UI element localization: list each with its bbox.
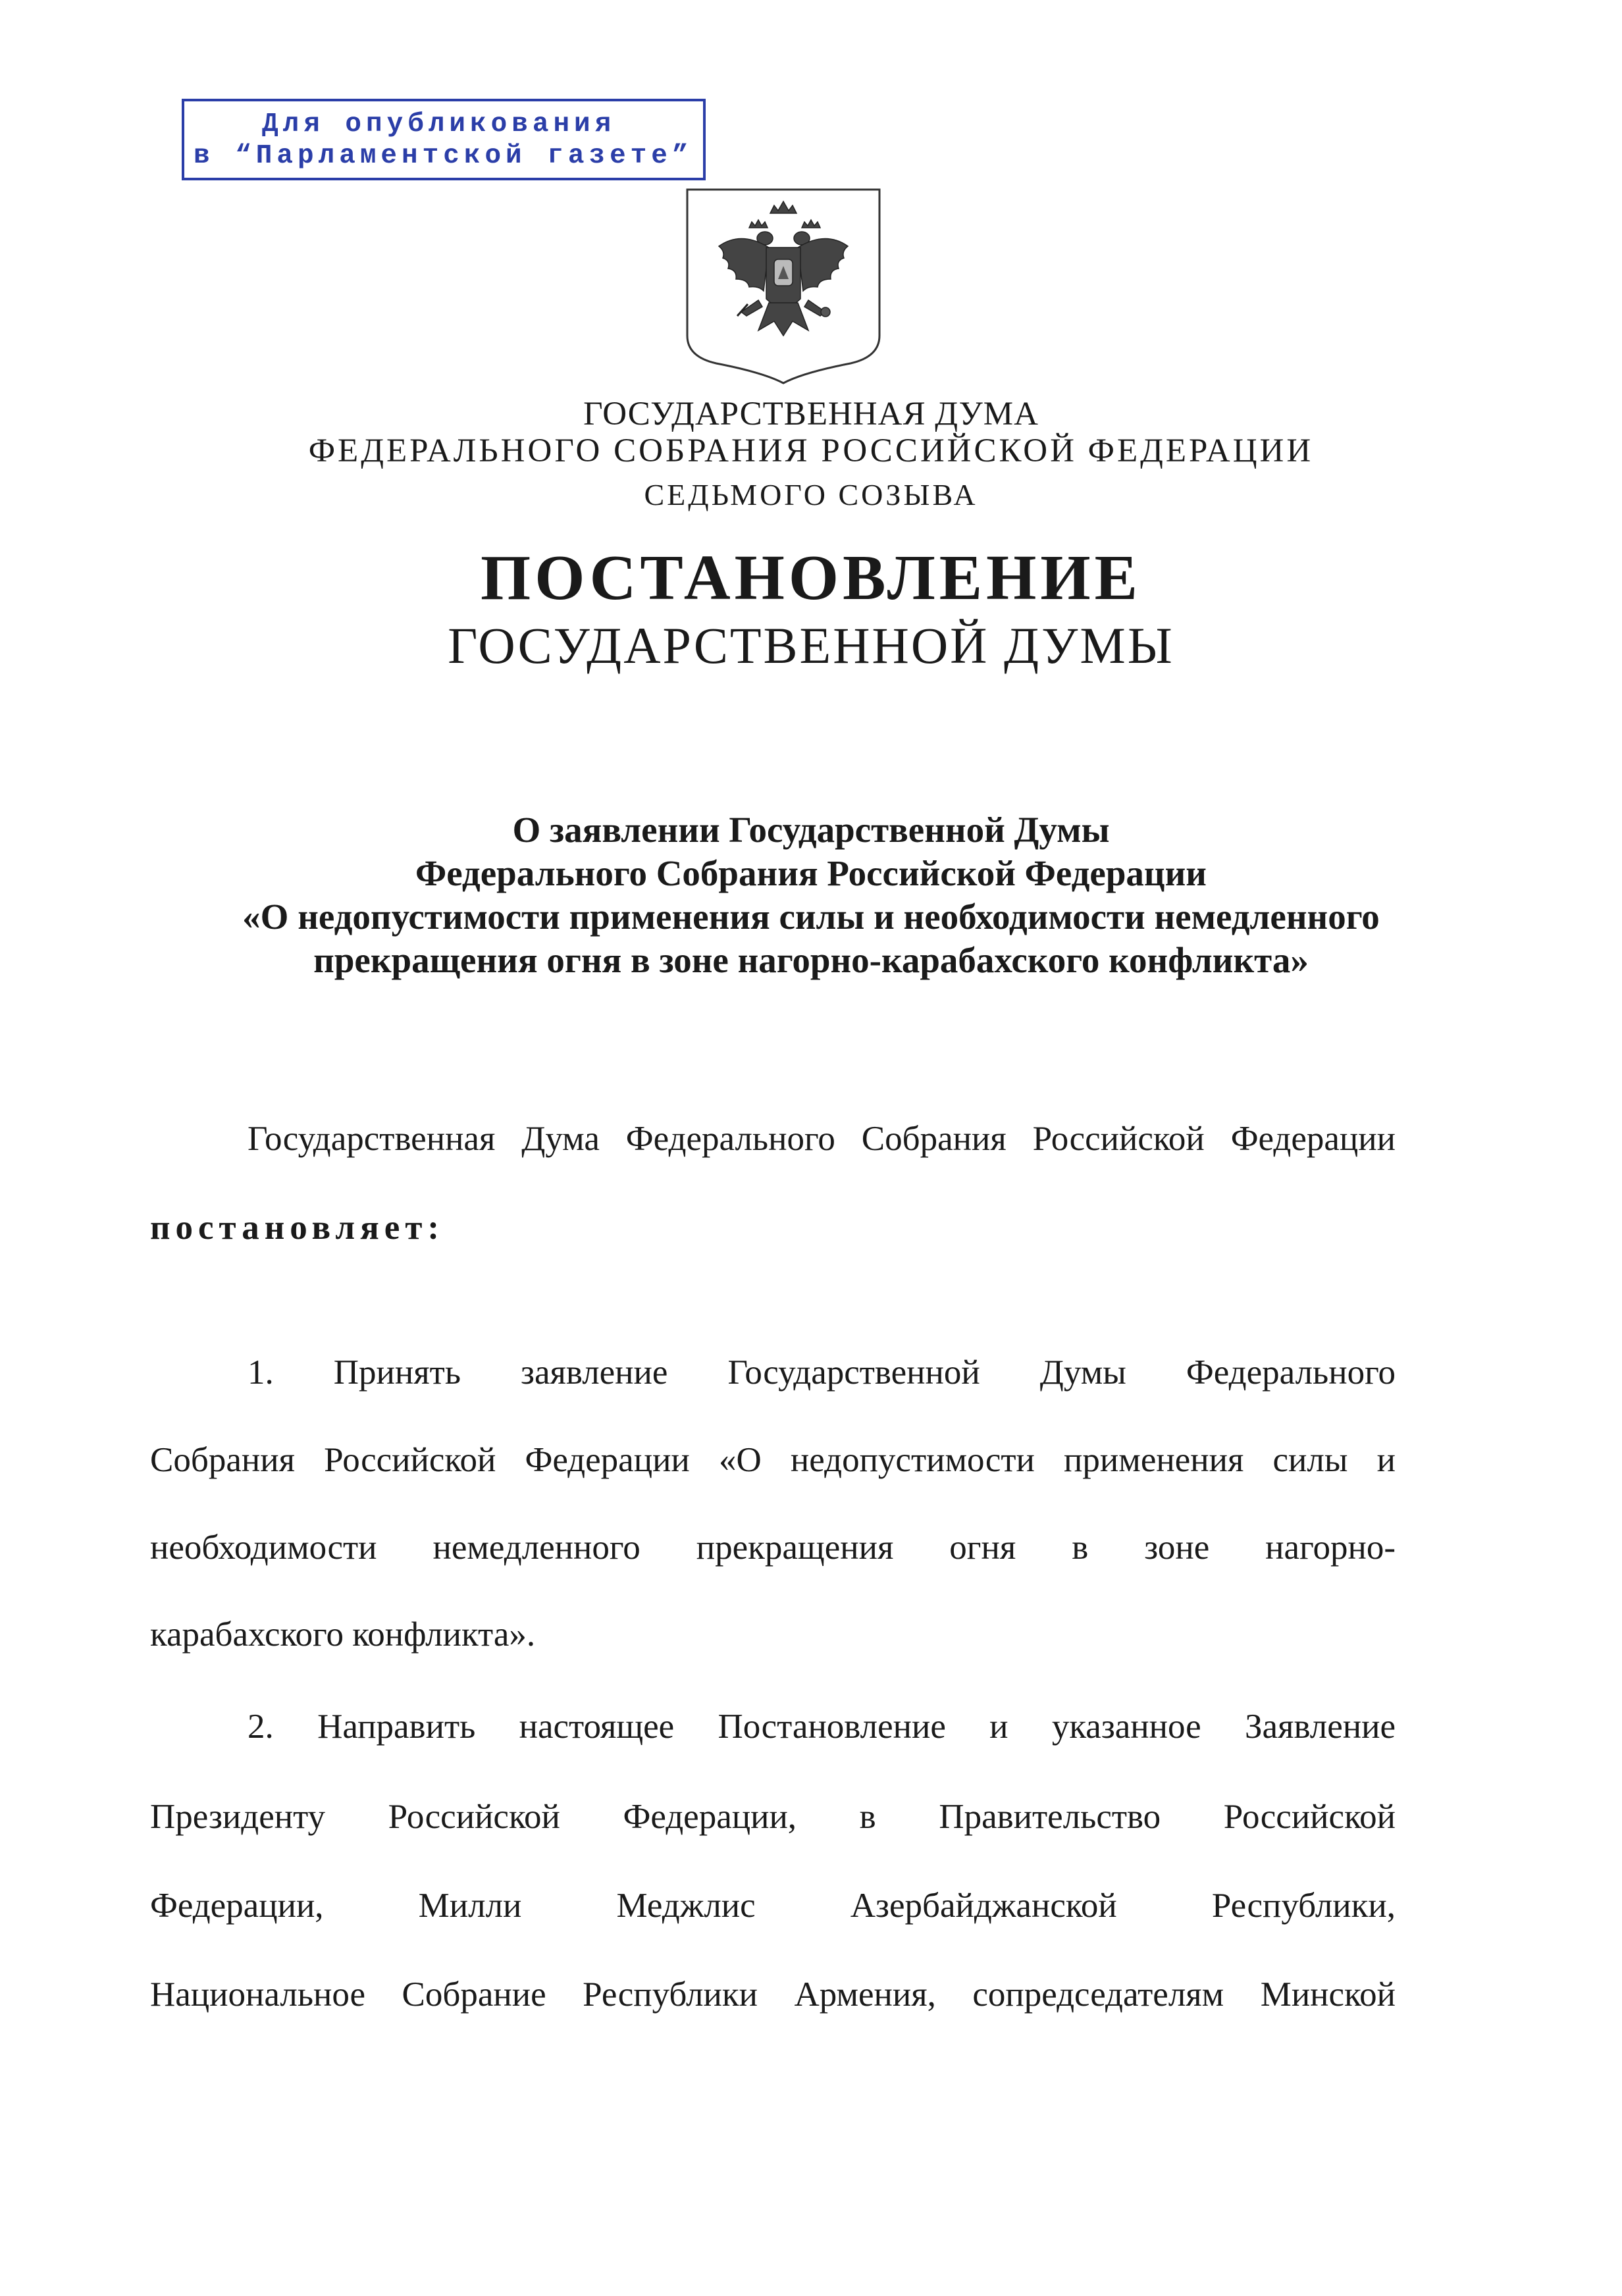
paragraph-1-line-1: 1. Принять заявление Государственной Думы Федерального bbox=[248, 1353, 1396, 1392]
paragraph-2-line-1: 2. Направить настоящее Постановление и указанное Заявление bbox=[248, 1708, 1396, 1746]
paragraph-2-line-4: Национальное Собрание Республики Армения, сопредседателям Минской bbox=[150, 1975, 1396, 2014]
paragraph-1-line-3: необходимости немедленного прекращения огня в зоне нагорно- bbox=[150, 1528, 1396, 1567]
stamp-line-1: Для опубликования bbox=[262, 109, 616, 140]
org-name-line-1: ГОСУДАРСТВЕННАЯ ДУМА bbox=[583, 396, 1039, 432]
resolves-line: постановляет: bbox=[150, 1209, 444, 1247]
subject-line-1: О заявлении Государственной Думы bbox=[512, 810, 1110, 850]
subject-line-4: прекращения огня в зоне нагорно-карабахского конфликта» bbox=[313, 940, 1309, 980]
paragraph-2-line-3: Федерации, Милли Меджлис Азербайджанской Республики, bbox=[150, 1887, 1396, 1925]
subject-line-3: «О недопустимости применения силы и необходимости немедленного bbox=[242, 897, 1380, 937]
document-issuer: ГОСУДАРСТВЕННОЙ ДУМЫ bbox=[448, 617, 1174, 674]
coat-of-arms-icon bbox=[685, 187, 882, 384]
document-type-title: ПОСТАНОВЛЕНИЕ bbox=[481, 542, 1141, 613]
org-name-line-2: ФЕДЕРАЛЬНОГО СОБРАНИЯ РОССИЙСКОЙ ФЕДЕРАЦИИ bbox=[308, 432, 1314, 469]
paragraph-2-line-2: Президенту Российской Федерации, в Правительство Российской bbox=[150, 1798, 1396, 1836]
paragraph-1-line-4: карабахского конфликта». bbox=[150, 1615, 536, 1654]
paragraph-1-line-2: Собрания Российской Федерации «О недопустимости применения силы и bbox=[150, 1441, 1396, 1479]
convocation-line: СЕДЬМОГО СОЗЫВА bbox=[644, 478, 978, 511]
stamp-line-2: в “Парламентской газете” bbox=[194, 141, 693, 171]
preamble-line: Государственная Дума Федерального Собрания Российской Федерации bbox=[248, 1120, 1396, 1158]
subject-line-2: Федерального Собрания Российской Федерации bbox=[415, 853, 1207, 893]
publication-stamp bbox=[182, 99, 706, 180]
